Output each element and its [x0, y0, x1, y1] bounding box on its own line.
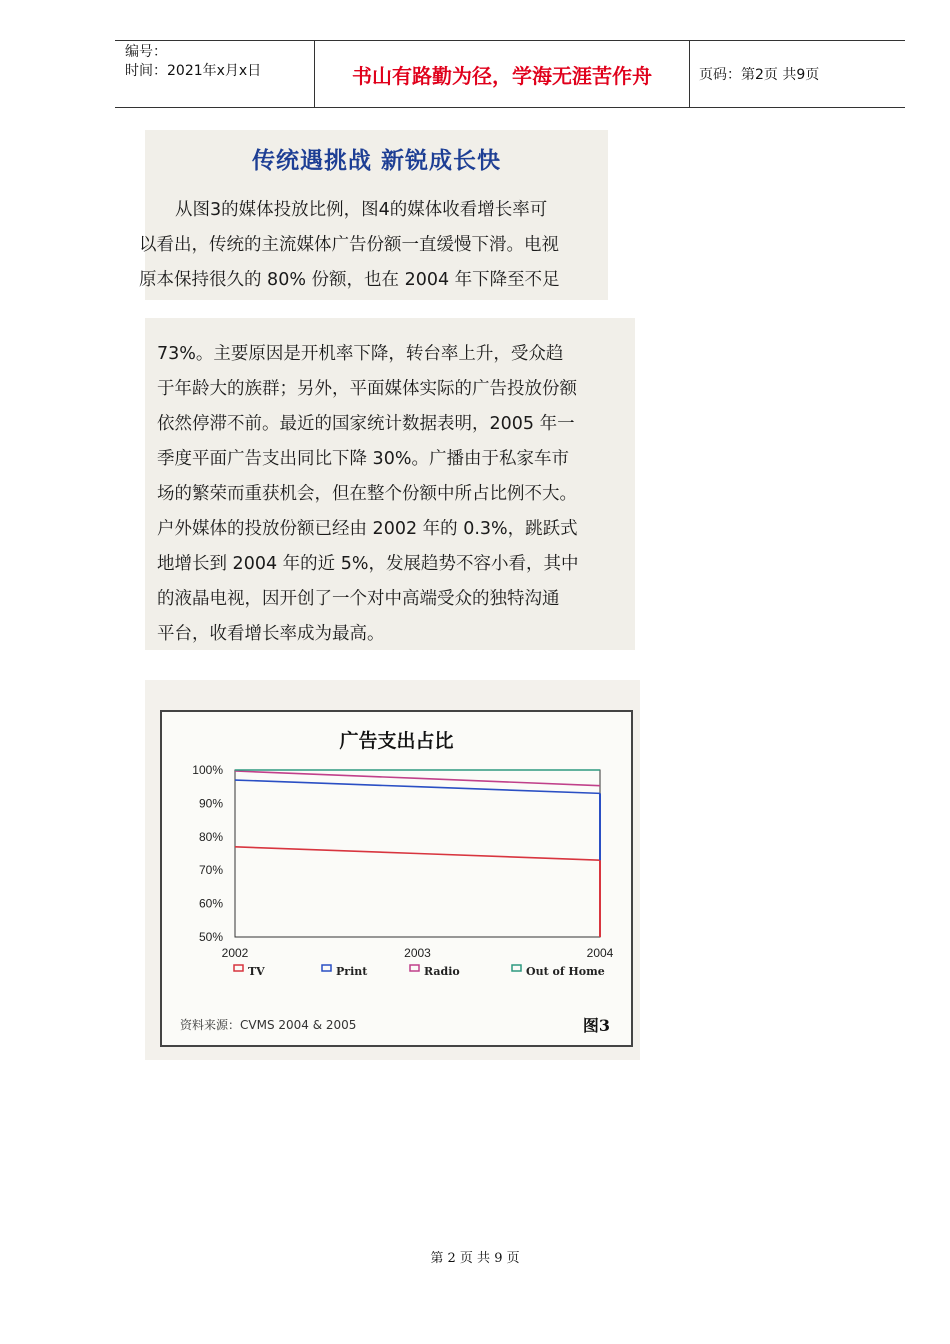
legend-swatch: [512, 965, 521, 971]
paragraph-line: 季度平面广告支出同比下降 30%。广播由于私家车市: [157, 449, 569, 469]
article-bottom-block: [145, 318, 635, 650]
legend-label: Radio: [424, 965, 460, 978]
legend-label: Print: [336, 965, 368, 978]
document-header: [115, 40, 905, 108]
paragraph-line: 场的繁荣而重获机会，但在整个份额中所占比例不大。: [157, 484, 577, 504]
chart-title: 广告支出占比: [339, 730, 454, 752]
y-tick-label: 60%: [198, 896, 223, 911]
page-footer: 第 2 页 共 9 页: [430, 1251, 520, 1266]
legend-label: TV: [248, 965, 265, 978]
x-tick-label: 2002: [221, 946, 249, 960]
chart-svg: [162, 712, 631, 1045]
paragraph-line: 的液晶电视，因开创了一个对中高端受众的独特沟通: [157, 589, 560, 609]
y-tick-label: 50%: [198, 930, 223, 944]
chart-figure: [160, 710, 633, 1047]
paragraph-line: 地增长到 2004 年的近 5%，发展趋势不容小看，其中: [157, 554, 579, 574]
y-tick-label: 80%: [198, 829, 223, 844]
paragraph-line: 户外媒体的投放份额已经由 2002 年的 0.3%，跳跃式: [157, 519, 578, 539]
y-tick-label: 100%: [192, 763, 223, 777]
x-tick-label: 2004: [586, 946, 614, 960]
legend-swatch: [410, 965, 419, 971]
article-top-block: [139, 130, 608, 300]
paragraph-line: 73%。主要原因是开机率下降，转台率上升，受众趋: [157, 344, 564, 364]
motto: 书山有路勤为径，学海无涯苦作舟: [315, 41, 690, 107]
figure-label: 图3: [582, 1016, 610, 1035]
y-tick-label: 90%: [198, 796, 223, 811]
series-line-tv: [235, 847, 600, 860]
number-label: 编号：: [125, 44, 167, 60]
series-line-print: [235, 780, 600, 793]
legend-swatch: [322, 965, 331, 971]
series-line-radio: [235, 771, 600, 786]
page-label: 页码：第2页 共9页: [699, 67, 820, 83]
date-label: 时间：2021年x月x日: [125, 63, 262, 79]
header-meta-cell: [115, 41, 315, 107]
paragraph-line: 原本保持很久的 80% 份额，也在 2004 年下降至不足: [139, 270, 560, 290]
article-title: 传统遇挑战 新锐成长快: [251, 148, 501, 174]
y-tick-label: 70%: [198, 863, 223, 878]
paragraph-line: 以看出，传统的主流媒体广告份额一直缓慢下滑。电视: [139, 235, 559, 255]
legend-swatch: [234, 965, 243, 971]
paragraph-line: 从图3的媒体投放比例，图4的媒体收看增长率可: [175, 200, 548, 220]
chart-source: 资料来源：CVMS 2004 & 2005: [180, 1018, 357, 1032]
paragraph-line: 于年龄大的族群；另外，平面媒体实际的广告投放份额: [157, 379, 577, 399]
paragraph-line: 平台，收看增长率成为最高。: [157, 624, 385, 644]
legend-label: Out of Home: [526, 965, 605, 978]
paragraph-line: 依然停滞不前。最近的国家统计数据表明，2005 年一: [157, 414, 575, 434]
x-tick-label: 2003: [404, 946, 431, 960]
